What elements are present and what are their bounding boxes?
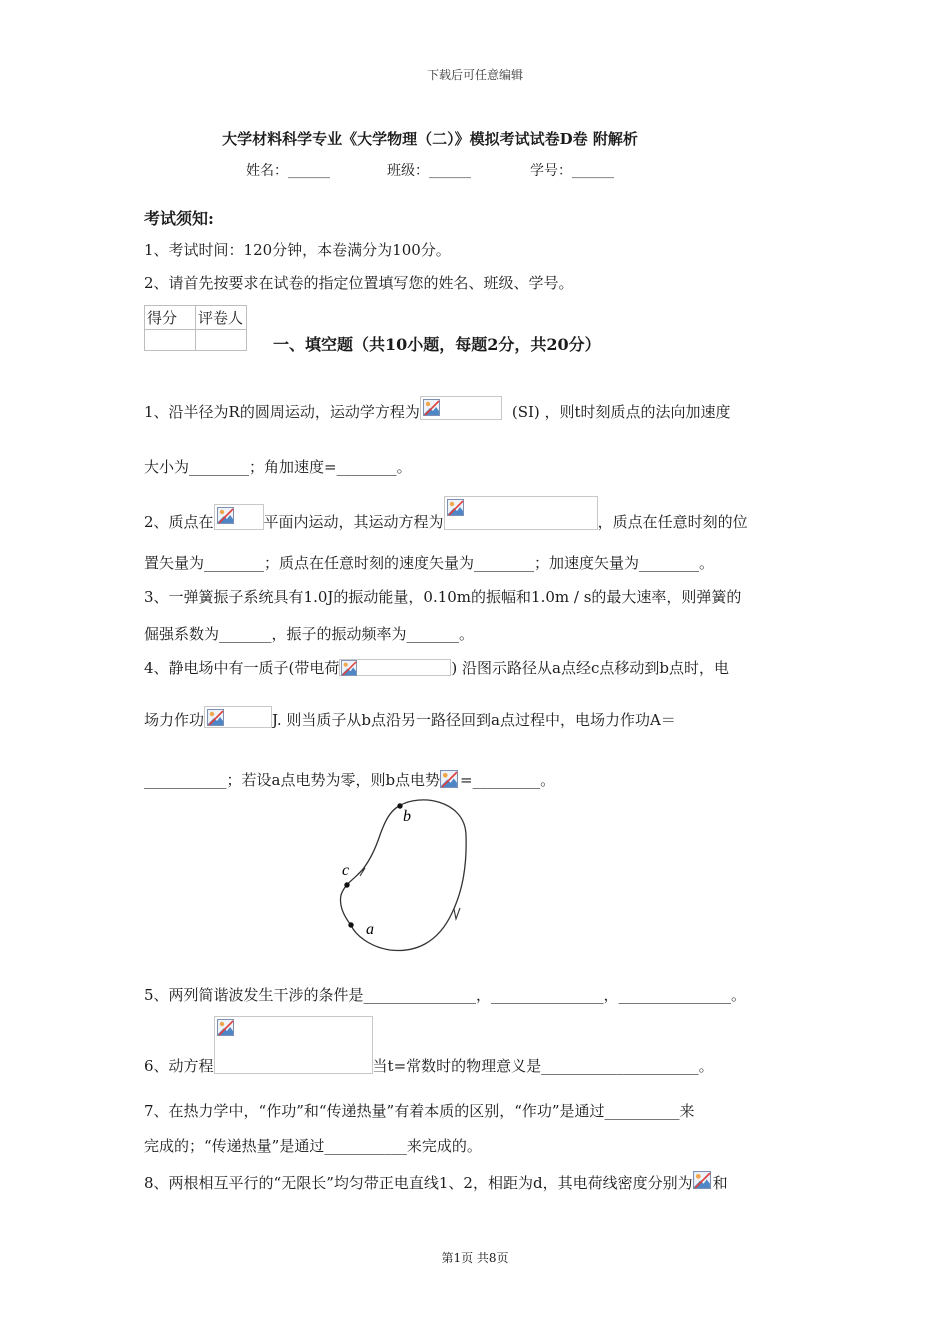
q7-text-a: 7、在热力学中，“作功”和“传递热量”有着本质的区别，“作功”是通过__________来 [144, 1102, 695, 1120]
page-header: 下载后可任意编辑 [426, 68, 523, 82]
q4-text-d: J. 则当质子从b点沿另一路径回到a点过程中，电场力作功A＝ [272, 711, 676, 729]
q3-text-b: 倔强系数为_______，振子的振动频率为_______。 [144, 625, 475, 643]
q4-text-a: 4、静电场中有一质子(带电荷 [144, 659, 340, 677]
equation-image [339, 659, 451, 676]
equation-image [444, 496, 598, 530]
q6-text-a: 6、动方程 [144, 1057, 214, 1075]
arrow-right [454, 908, 460, 919]
equation-image [420, 396, 502, 420]
broken-image-icon [341, 660, 357, 676]
question-8 [144, 1171, 728, 1191]
q4-text-f: =_________。 [460, 771, 556, 789]
q1-text-b: (SI) ，则t时刻质点的法向加速度 [511, 403, 731, 421]
question-4-line3 [144, 770, 555, 788]
q2-text-c: ，质点在任意时刻的位 [597, 513, 748, 531]
equation-image [204, 706, 272, 728]
q6-text-b: 当t=常数时的物理意义是_____________________。 [372, 1057, 714, 1075]
arrow-c [358, 868, 365, 876]
score-header: 得分 [145, 306, 196, 330]
broken-image-icon [423, 399, 440, 416]
section-title: 一、填空题（共10小题，每题2分，共20分） [273, 335, 601, 354]
q8-text-b: 和 [712, 1174, 728, 1192]
name-field: 姓名：______ [246, 163, 330, 179]
grader-header: 评卷人 [196, 306, 247, 330]
q4-text-e: ___________；若设a点电势为零，则b点电势 [144, 771, 441, 789]
q7-text-b: 完成的；“传递热量”是通过___________来完成的。 [144, 1137, 482, 1155]
q1-text-c: 大小为________；角加速度=________。 [144, 458, 412, 476]
point-b [397, 803, 402, 808]
equation-image [693, 1171, 713, 1191]
q2-text-b: 平面内运动，其运动方程为 [263, 513, 444, 531]
broken-image-icon [440, 770, 458, 788]
equation-image [440, 770, 460, 788]
point-a [348, 922, 353, 927]
question-5: 5、两列简谐波发生干涉的条件是_______________，_______________，_______________。 [144, 986, 747, 1004]
notice-heading: 考试须知: [144, 209, 214, 228]
q4-text-b: ) 沿图示路径从a点经c点移动到b点时，电 [451, 659, 729, 677]
q4-text-c: 场力作功 [144, 711, 205, 729]
grader-cell [196, 330, 247, 351]
question-2 [144, 496, 748, 530]
broken-image-icon [447, 499, 464, 516]
equation-image [214, 1016, 373, 1074]
student-id-field: 学号：______ [530, 163, 614, 179]
document-title: 大学材料科学专业《大学物理（二）》模拟考试试卷D卷 附解析 [222, 130, 638, 148]
question-6 [144, 1016, 714, 1074]
label-a: a [366, 921, 374, 938]
q3-text-a: 3、一弹簧振子系统具有1.0J的振动能量，0.10m的振幅和1.0m / s的最大速率，则弹簧的 [144, 588, 742, 606]
notice-item-2: 2、请首先按要求在试卷的指定位置填写您的姓名、班级、学号。 [144, 274, 574, 292]
q2-text-d: 置矢量为________；质点在任意时刻的速度矢量为________；加速度矢量为________。 [144, 554, 715, 572]
label-b: b [403, 808, 411, 825]
q8-text-a: 8、两根相互平行的“无限长”均匀带正电直线1、2，相距为d，其电荷线密度分别为 [144, 1174, 693, 1192]
question-1 [144, 396, 731, 420]
page-footer: 第1页 共8页 [441, 1251, 509, 1265]
class-field: 班级：______ [387, 163, 471, 179]
question-4 [144, 659, 729, 676]
point-c [344, 882, 349, 887]
broken-image-icon [217, 1019, 234, 1036]
notice-item-1: 1、考试时间：120分钟，本卷满分为100分。 [144, 241, 451, 259]
path-diagram [330, 795, 480, 960]
q1-text-a: 1、沿半径为R的圆周运动，运动学方程为 [144, 403, 420, 421]
question-4-line2 [144, 706, 676, 728]
broken-image-icon [693, 1171, 711, 1189]
broken-image-icon [207, 709, 224, 726]
q2-text-a: 2、质点在 [144, 513, 214, 531]
equation-image [214, 504, 264, 530]
label-c: c [342, 862, 350, 879]
score-table [144, 305, 247, 351]
broken-image-icon [217, 507, 234, 524]
score-cell [145, 330, 196, 351]
